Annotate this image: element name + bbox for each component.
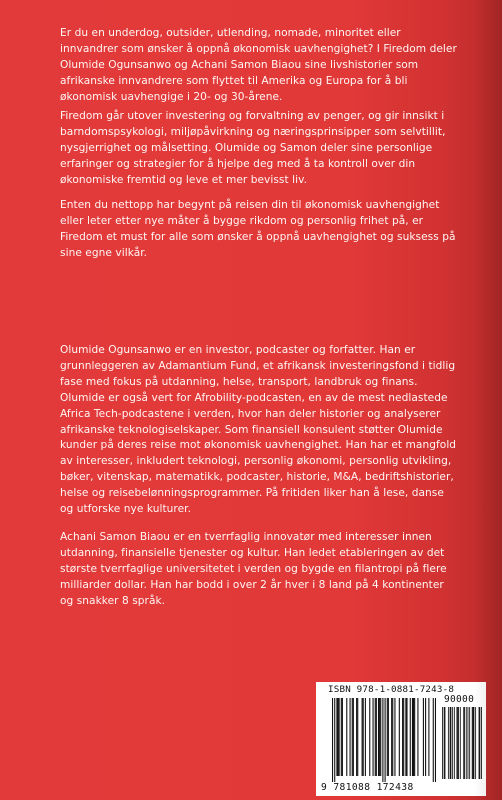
barcode-bar <box>403 698 404 776</box>
barcode-bar <box>472 707 473 779</box>
barcode-bar <box>468 707 469 779</box>
barcode-bar <box>444 707 445 779</box>
barcode-bar <box>391 698 392 776</box>
barcode-bar <box>369 698 370 776</box>
barcode-bar <box>342 698 343 776</box>
barcode-bar <box>428 698 429 776</box>
barcode-bar <box>394 698 395 776</box>
barcode-bar <box>460 707 461 779</box>
barcode-bar <box>346 698 347 776</box>
barcode-bar <box>332 698 333 782</box>
isbn-text: ISBN 978-1-0881-7243-8 <box>328 684 455 695</box>
barcode-bar <box>475 707 476 779</box>
barcode-bar <box>452 707 453 779</box>
barcode-bar <box>378 698 379 776</box>
barcode-bar <box>375 698 376 776</box>
barcode-bar <box>363 698 364 776</box>
blurb-paragraph-intro: Er du en underdog, outsider, utlending, nomade, minoritet eller innvandrer som ønsker å oppnå økonomisk uavhengighet? I Firedom deler Olumide Ogunsanwo og Achani Samon Biaou sine livshistorier som afrikanske innvandrere som flyttet til Amerika og Europa for å bli økonomisk uavhengige i 20- og 30-årene. <box>60 27 457 103</box>
barcode-human-readable-digits: 9 781088 172438 <box>321 782 414 793</box>
barcode-bar <box>352 698 353 776</box>
barcode-bar <box>388 698 389 776</box>
barcode-bar <box>412 698 413 776</box>
barcode-bar <box>479 707 480 779</box>
barcode-bar <box>341 698 342 776</box>
barcode-bar <box>469 707 470 779</box>
barcode-bar <box>382 698 383 782</box>
barcode-bar <box>463 707 464 779</box>
barcode-bar <box>387 698 388 776</box>
barcode-bar <box>380 698 381 776</box>
barcode-bar <box>454 707 455 779</box>
barcode-bar <box>423 698 424 776</box>
barcode-bar <box>473 707 474 779</box>
barcode-bar <box>481 707 482 779</box>
barcode-addon-digits: 90000 <box>444 694 475 705</box>
barcode-bar <box>417 698 418 776</box>
barcode-bar <box>479 707 480 779</box>
barcode-bar <box>365 698 366 776</box>
barcode-bar <box>413 698 414 776</box>
barcode-bar <box>435 698 436 782</box>
blurb-paragraph-audience: Enten du nettopp har begynt på reisen din til økonomisk uavhengighet eller leter etter nye måter å bygge rikdom og personlig frihet på, er Firedom et must for alle som ønsker å oppnå uavhengighet og suksess på sine egne vilkår. <box>60 199 456 259</box>
barcode-bar <box>353 698 354 776</box>
barcode-bar <box>362 698 363 776</box>
barcode-bar <box>406 698 407 776</box>
barcode-bar <box>464 707 465 779</box>
barcode-bar <box>445 707 446 779</box>
ean13-barcode <box>332 698 436 782</box>
barcode-bar <box>337 698 338 776</box>
barcode-bar <box>410 698 411 776</box>
barcode-bar <box>405 698 406 776</box>
barcode-bar <box>433 698 434 782</box>
barcode-bar <box>442 707 443 779</box>
barcode-bar <box>350 698 351 776</box>
barcode-bar <box>385 698 386 782</box>
barcode-bar <box>451 707 452 779</box>
barcode-bar <box>373 698 374 776</box>
author-bio-olumide: Olumide Ogunsanwo er en investor, podcaster og forfatter. Han er grunnleggeren av Adamantium Fund, et afrikansk investeringsfond i tidlig fase med fokus på utdanning, helse, transport, landbruk og finans. Olumide er også vert for Afrobility-podcasten, en av de mest nedlastede Africa Tech-podcastene i verden, hvor han deler historier og analyserer afrikanske teknologiselskaper. Som finansiell konsulent støtter Olumide kunder på deres reise mot økonomisk uavhengighet. Han har et mangfold av interesser, inkludert teknologi, personlig økonomi, personlig utvikling, bøker, vitenskap, matematikk, podcaster, historie, M&A, bedriftshistorier, helse og reisebelønningsprogrammer. På fritiden liker han å lese, danse og utforske nye kulturer. <box>60 344 457 516</box>
barcode-bar <box>457 707 458 779</box>
barcode-bar <box>376 698 377 776</box>
author-bio-achani: Achani Samon Biaou er en tverrfaglig innovatør med interesser innen utdanning, finansielle tjenester og kultur. Han ledet etableringen av det største tverrfaglige universitetet i verden og bygde en filantropi på flere milliarder dollar. Han har bodd i over 2 år hver i 8 land på 4 kontinenter og snakker 8 språk. <box>60 531 447 607</box>
barcode-bar <box>334 698 335 782</box>
barcode-bar <box>414 698 415 776</box>
barcode-bar <box>450 707 451 779</box>
ean5-addon-barcode <box>442 707 482 779</box>
barcode-bar <box>458 707 459 779</box>
barcode-bar <box>339 698 340 776</box>
barcode-bar <box>357 698 358 776</box>
isbn-barcode-box <box>316 682 486 796</box>
barcode-bar <box>402 698 403 776</box>
barcode-bar <box>356 698 357 776</box>
barcode-bar <box>399 698 400 776</box>
barcode-bar <box>336 698 337 776</box>
barcode-bar <box>448 707 449 779</box>
barcode-bar <box>456 707 457 779</box>
barcode-bar <box>473 707 474 779</box>
barcode-bar <box>379 698 380 776</box>
barcode-bar <box>392 698 393 776</box>
barcode-bar <box>466 707 467 779</box>
barcode-bar <box>425 698 426 776</box>
blurb-paragraph-scope: Firedom går utover investering og forvaltning av penger, og gir innsikt i barndomspsykologi, miljøpåvirkning og næringsprinsipper som selvtillit, nysgjerrighet og målsetting. Olumide og Samon deler sine personlige erfaringer og strategier for å hjelpe deg med å ta kontroll over din økonomiske fremtid og leve et mer bevisst liv. <box>60 110 446 186</box>
